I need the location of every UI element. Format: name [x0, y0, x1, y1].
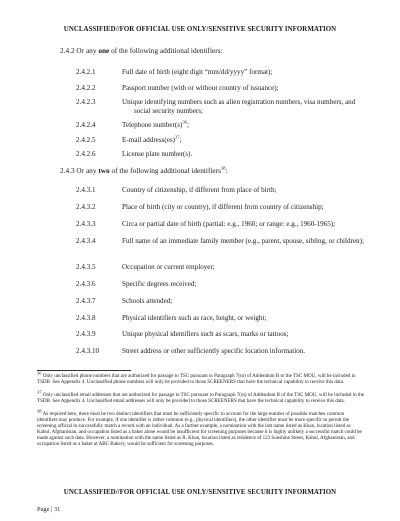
- footnote-number: 36: [37, 370, 42, 376]
- item-number: 2.4.3.9: [76, 330, 96, 338]
- item-text: Full name of an immediate family member (e.g., parent, spouse, sibling, or children);: [122, 237, 364, 245]
- item-text: Schools attended;: [122, 297, 173, 305]
- list-item: [76, 150, 372, 159]
- item-text: Unique identifying numbers such as alien registration numbers, visa numbers, and social security numbers;: [122, 98, 356, 115]
- item-number: 2.4.2.5: [76, 136, 96, 144]
- item-number: 2.4.3.7: [76, 297, 96, 305]
- classification-banner-bottom: UNCLASSIFIED//FOR OFFICIAL USE ONLY/SENSITIVE SECURITY INFORMATION: [63, 489, 337, 496]
- list-item: [76, 330, 372, 339]
- section-heading-2-4-3: [60, 166, 228, 175]
- heading-text: 2.4.3 Or any: [60, 166, 99, 175]
- item-text: [122, 121, 372, 130]
- list-item: [76, 68, 372, 77]
- list-item: [76, 314, 372, 323]
- item-text-body: Telephone number(s): [122, 121, 183, 129]
- footnote-ref: 38: [220, 165, 226, 171]
- item-number: 2.4.2.6: [76, 150, 96, 158]
- footnote-number: 38: [37, 408, 42, 414]
- item-text: Specific degrees received;: [122, 280, 197, 288]
- heading-emphasis: one: [98, 46, 110, 55]
- item-text: Full date of birth (eight digit “mm/dd/yyyy” format);: [122, 68, 273, 76]
- footnote-36: [37, 370, 365, 386]
- item-text-end: ;: [179, 136, 182, 144]
- item-number: 2.4.3.2: [76, 203, 96, 211]
- heading-text: of the following additional identifiers: [109, 166, 221, 175]
- list-item: [76, 121, 372, 130]
- footnote-38: [37, 408, 365, 448]
- classification-banner-top: UNCLASSIFIED//FOR OFFICIAL USE ONLY/SENSITIVE SECURITY INFORMATION: [63, 26, 337, 33]
- item-number: 2.4.3.4: [76, 237, 96, 245]
- item-text: Occupation or current employer;: [122, 263, 215, 271]
- footnote-text: As required here, there must be two distinct identifiers that must be sufficiently specific to account for the large number of possible matches common identifiers may produce. For example, if one identifier is rather common (e.g., physical identifiers), the other identifier must be more specific to permit the screening official to successfully match a record with an individual. As a further example, a nomination with the last name listed as Khan, location listed as Kabul, Afghanistan, and occupation listed as a baker alone would be insufficient for screening purposes because it is highly unlikely a successful match could be made against such data. However, a nomination with the name listed as R. Khan, location listed as residence of 123 Sunshine Street, Kabul, Afghanistan, and occupation listed as a baker at ABC Bakery, would be sufficient for screening purposes.: [37, 411, 362, 448]
- item-text: Passport number (with or without country of issuance);: [122, 84, 279, 92]
- footnote-ref: 37: [175, 134, 180, 140]
- list-item: [76, 84, 372, 93]
- item-number: 2.4.3.10: [76, 347, 100, 355]
- list-item: [76, 203, 372, 212]
- item-text-body: E-mail address(es): [122, 136, 175, 144]
- item-text: Street address or other sufficiently specific location information.: [122, 347, 306, 355]
- heading-emphasis: two: [98, 166, 110, 175]
- item-text: Physical identifiers such as race, height, or weight;: [122, 314, 267, 322]
- item-number: 2.4.2.3: [76, 98, 96, 106]
- list-item: [76, 136, 372, 145]
- item-number: 2.4.3.8: [76, 314, 96, 322]
- list-item: [76, 186, 372, 195]
- list-item: [76, 297, 372, 306]
- item-number: 2.4.2.2: [76, 84, 96, 92]
- item-text-end: ;: [186, 121, 189, 129]
- list-item: [76, 237, 372, 246]
- page-number: Page | 31: [37, 506, 61, 513]
- item-number: 2.4.2.4: [76, 121, 96, 129]
- item-number: 2.4.3.1: [76, 186, 96, 194]
- list-item: [76, 220, 372, 229]
- item-number: 2.4.3.6: [76, 280, 96, 288]
- footnote-number: 37: [37, 389, 42, 395]
- item-text: Circa or partial date of birth (partial: e.g., 1960; or range: e.g., 1960-1965);: [122, 220, 336, 228]
- item-number: 2.4.3.5: [76, 263, 96, 271]
- heading-text: 2.4.2 Or any: [60, 46, 99, 55]
- item-number: 2.4.2.1: [76, 68, 96, 76]
- footnote-divider: [37, 370, 131, 371]
- item-text: Unique physical identifiers such as scars, marks or tattoos;: [122, 330, 289, 338]
- list-item: [76, 98, 372, 115]
- item-text: License plate number(s).: [122, 150, 193, 158]
- heading-text: of the following additional identifiers:: [109, 46, 223, 55]
- item-text: Country of citizenship, if different from place of birth;: [122, 186, 277, 194]
- item-number: 2.4.3.3: [76, 220, 96, 228]
- list-item: [76, 280, 372, 289]
- footnote-text: Only unclassified phone numbers that are authorized for passage to TSC pursuant to Paragraph 7(m) of Addendum B to the TSC MOU, will be included in TSDB. See Appendix 4. Unclassified phone numbers will only be provided to those SCREENERS that have the technical capability to receive this data.: [37, 373, 356, 386]
- footnote-37: [37, 389, 365, 405]
- section-heading-2-4-2: [60, 46, 223, 55]
- heading-text-end: :: [225, 166, 228, 175]
- item-text: [122, 136, 372, 145]
- list-item: [76, 263, 372, 272]
- footnote-text: Only unclassified email addresses that are authorized for passage to TSC pursuant to Paragraph 7(m) of Addendum B of the TSC MOU, will be included in the TSDB. See Appendix 4. Unclassified email addresses will only be provided to those SCREENERS that have the technical capability to receive this data.: [37, 392, 365, 405]
- footnote-ref: 36: [182, 119, 187, 125]
- item-text: Place of birth (city or country), if different from country of citizenship;: [122, 203, 324, 211]
- list-item: [76, 347, 372, 356]
